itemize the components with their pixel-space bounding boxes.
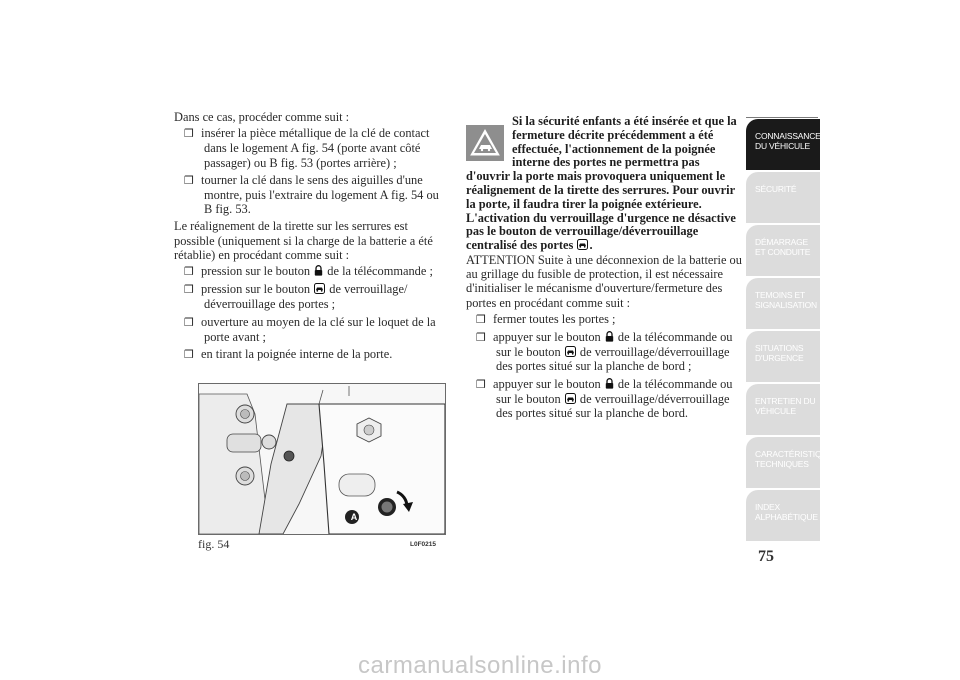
tab-top-rule: [746, 117, 818, 118]
left-column: [174, 110, 450, 365]
callout-label-a: A: [350, 512, 358, 522]
checkbox-bullet-icon: ❒: [184, 127, 194, 141]
list-item: ❒ appuyer sur le bouton de la télécommande ou sur le bouton de verrouillage/déverrouillage des portes situé sur la planche de bord ;: [476, 329, 733, 374]
intro-text: Dans ce cas, procéder comme suit :: [174, 110, 350, 124]
attention-text: ATTENTION Suite à une déconnexion de la batterie ou au grillage du fusible de protection, il est nécessaire d'initialiser le mécanisme d'ouverture/fermeture des portes en procédant comme suit :: [466, 252, 742, 310]
checkbox-bullet-icon: ❒: [184, 315, 194, 329]
list-item: ❒ pression sur le bouton de la télécommande ;: [184, 264, 433, 279]
tab-connaissance-vehicule[interactable]: CONNAISSANCE DU VÉHICULE: [746, 119, 820, 170]
tab-situations-urgence[interactable]: SITUATIONS D'URGENCE: [746, 331, 820, 382]
page-number: 75: [758, 548, 774, 565]
checkbox-bullet-icon: ❒: [184, 283, 194, 297]
figure-code: L0F0215: [410, 541, 437, 548]
warning-triangle-icon: [466, 125, 504, 161]
list-item: ❒ ouverture au moyen de la clé sur le loquet de la porte avant ;: [184, 314, 436, 344]
tab-caracteristiques-techniques[interactable]: CARACTÉRISTIQUES TECHNIQUES: [746, 437, 820, 488]
lock-icon: [605, 378, 614, 389]
warning-block: Si la sécurité enfants a été insérée et que la fermeture décrite précédemment a été effectuée, l'actionnement de la poignée interne des portes ne permettra pas d'ouvrir la porte mais provoquera uniquement le réalignement de la tirette des serrures. Pour ouvrir la porte, il faudra tirer la poignée extérieure. L'activation du verrouillage d'urgence ne désactive pas le bouton de verrouillage/déverrouillage centralisé des portes .: [466, 114, 737, 253]
list-item: ❒ fermer toutes les portes ;: [476, 311, 616, 326]
car-lock-icon: [565, 346, 576, 357]
list-item: ❒ pression sur le bouton de verrouillage/ déverrouillage des portes ;: [184, 282, 408, 312]
lock-icon: [314, 265, 323, 276]
warning-text: Si la sécurité enfants a été insérée et que la fermeture décrite précédemment a été effectuée, l'actionnement de la poignée interne des portes ne permettra pas d'ouvrir la porte mais provoquera uniquement le réalignement de la tirette des serrures. Pour ouvrir la porte, il faudra tirer la poignée extérieure. L'activation du verrouillage d'urgence ne désactive pas le bouton de verrouillage/déverrouillage centralisé des portes: [466, 114, 737, 253]
tab-entretien-vehicule[interactable]: ENTRETIEN DU VÉHICULE: [746, 384, 820, 435]
checkbox-bullet-icon: ❒: [476, 312, 486, 326]
list-item: ❒ insérer la pièce métallique de la clé de contact dans le logement A fig. 54 (porte avant côté passager) ou B fig. 53 (portes arrière) ;: [184, 126, 430, 170]
right-column: [466, 115, 746, 423]
step-list: [174, 126, 450, 216]
door-latch-illustration: [199, 384, 445, 534]
chapter-tabs: [746, 119, 839, 543]
door-lock-figure: [198, 383, 446, 535]
checkbox-bullet-icon: ❒: [184, 173, 194, 187]
checkbox-bullet-icon: ❒: [184, 348, 194, 362]
watermark-text: carmanualsonline.info: [358, 652, 602, 679]
car-lock-icon: [577, 239, 588, 250]
checkbox-bullet-icon: ❒: [476, 330, 486, 344]
list-item: ❒ en tirant la poignée interne de la porte.: [184, 347, 393, 362]
checkbox-bullet-icon: ❒: [476, 377, 486, 391]
tab-index-alphabetique[interactable]: INDEX ALPHABÉTIQUE: [746, 490, 820, 541]
tab-securite[interactable]: SÉCURITÉ: [746, 172, 820, 223]
car-lock-icon: [565, 393, 576, 404]
realign-intro: Le réalignement de la tirette sur les serrures est possible (uniquement si la charge de la batterie a été rétablie) en procédant comme suit :: [174, 219, 433, 262]
list-item: ❒ tourner la clé dans le sens des aiguilles d'une montre, puis l'extraire du logement A fig. 54 ou B fig. 53.: [184, 172, 439, 217]
tab-temoins-signalisation[interactable]: TEMOINS ET SIGNALISATION: [746, 278, 820, 329]
realign-list: [174, 264, 450, 362]
init-step-list: [466, 312, 746, 420]
list-item: ❒ appuyer sur le bouton de la télécommande ou sur le bouton de verrouillage/déverrouillage des portes situé sur la planche de bord.: [476, 376, 733, 420]
tab-demarrage-conduite[interactable]: DÉMARRAGE ET CONDUITE: [746, 225, 820, 276]
figure-caption: fig. 54: [198, 537, 230, 551]
checkbox-bullet-icon: ❒: [184, 265, 194, 279]
lock-icon: [605, 331, 614, 342]
car-lock-icon: [314, 283, 325, 294]
